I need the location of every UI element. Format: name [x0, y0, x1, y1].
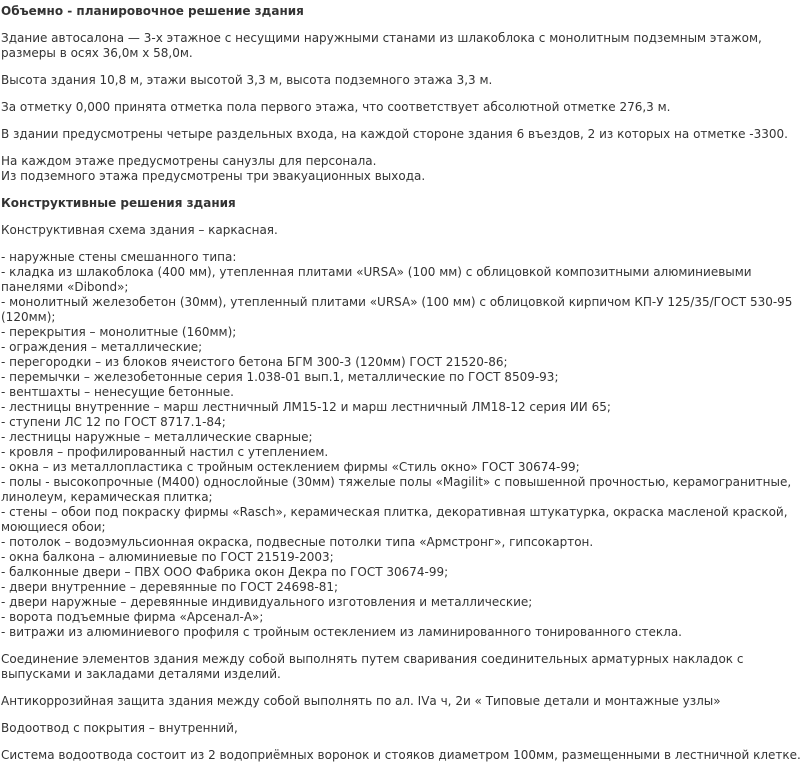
list-item: - ворота подъемные фирма «Арсенал-А»; — [1, 610, 264, 624]
materials-list — [1, 250, 793, 640]
section-heading-structural: Конструктивные решения здания — [1, 196, 236, 210]
list-item: - стены – обои под покраску фирмы «Rasch», керамическая плитка, декоративная штукатурка, окраска масленой краской, — [1, 505, 788, 519]
list-item: - наружные стены смешанного типа: — [1, 250, 237, 264]
list-item: линолеум, керамическая плитка; — [1, 490, 213, 504]
text-line: Антикоррозийная защита здания между собой выполнять по ал. IVа ч, 2и « Типовые детали и монтажные узлы» — [1, 694, 721, 708]
list-item: - перегородки – из блоков ячеистого бетона БГМ 300-3 (120мм) ГОСТ 21520-86; — [1, 355, 508, 369]
list-item: - двери наружные – деревянные индивидуального изготовления и металлические; — [1, 595, 533, 609]
text-line: Водоотвод с покрытия – внутренний, — [1, 721, 238, 735]
paragraph-entrances — [1, 127, 788, 142]
list-item: - перемычки – железобетонные серия 1.038-01 вып.1, металлические по ГОСТ 8509-93; — [1, 370, 559, 384]
text-line: Система водоотвода состоит из 2 водоприёмных воронок и стояков диаметром 100мм, размещенными в лестничной клетке. — [1, 748, 801, 762]
list-item: (120мм); — [1, 310, 56, 324]
paragraph-building-height — [1, 73, 700, 88]
text-line: Высота здания 10,8 м, этажи высотой 3,3 м, высота подземного этажа 3,3 м. — [1, 73, 493, 87]
text-line: Из подземного этажа предусмотрены три эвакуационных выхода. — [1, 169, 426, 183]
list-item: - полы - высокопрочные (М400) однослойные (30мм) тяжелые полы «Magilit» с повышенной прочностью, керамогранитные, — [1, 475, 792, 489]
list-item: - монолитный железобетон (30мм), утепленный плитами «URSA» (100 мм) с облицовкой кирпичом КП-У 125/35/ГОСТ 530-95 — [1, 295, 793, 309]
list-item: моющиеся обои; — [1, 520, 106, 534]
text-line: Соединение элементов здания между собой выполнять путем сваривания соединительных арматурных накладок с — [1, 652, 744, 666]
list-item: - лестницы наружные – металлические сварные; — [1, 430, 313, 444]
list-item: - ограждения – металлические; — [1, 340, 203, 354]
section-heading-planning: Объемно - планировочное решение здания — [1, 4, 304, 18]
list-item: - перекрытия – монолитные (160мм); — [1, 325, 237, 339]
paragraph-building-description — [1, 31, 762, 61]
text-line: выпусками и закладами деталями изделий. — [1, 667, 281, 681]
list-item: - ступени ЛС 12 по ГОСТ 8717.1-84; — [1, 415, 226, 429]
text-line: В здании предусмотрены четыре раздельных входа, на каждой стороне здания 6 въездов, 2 из которых на отметке -3300. — [1, 127, 788, 141]
list-item: - окна балкона – алюминиевые по ГОСТ 21519-2003; — [1, 550, 334, 564]
text-line: За отметку 0,000 принята отметка пола первого этажа, что соответствует абсолютной отметке 276,3 м. — [1, 100, 671, 114]
list-item: - потолок – водоэмульсионная окраска, подвесные потолки типа «Армстронг», гипсокартон. — [1, 535, 594, 549]
paragraph-roof-drainage — [1, 721, 700, 736]
list-item: - окна – из металлопластика с тройным остеклением фирмы «Стиль окно» ГОСТ 30674-99; — [1, 460, 580, 474]
text-line: Здание автосалона — 3-х этажное с несущими наружными станами из шлакоблока с монолитным подземным этажом, — [1, 31, 762, 45]
list-item: - кровля – профилированный настил с утеплением. — [1, 445, 329, 459]
text-line: размеры в осях 36,0м х 58,0м. — [1, 46, 193, 60]
list-item: - лестницы внутренние – марш лестничный ЛМ15-12 и марш лестничный ЛМ18-12 серия ИИ 65; — [1, 400, 611, 414]
list-item: - вентшахты – ненесущие бетонные. — [1, 385, 234, 399]
list-item: панелями «Dibond»; — [1, 280, 129, 294]
paragraph-element-connection — [1, 652, 744, 682]
paragraph-drainage-system — [1, 748, 801, 763]
paragraph-zero-mark — [1, 100, 700, 115]
list-item: - кладка из шлакоблока (400 мм), утепленная плитами «URSA» (100 мм) с облицовкой композитными алюминиевыми — [1, 265, 752, 279]
list-item: - балконные двери – ПВХ ООО Фабрика окон Декра по ГОСТ 30674-99; — [1, 565, 449, 579]
text-line: На каждом этаже предусмотрены санузлы для персонала. — [1, 154, 377, 168]
text-line: Конструктивная схема здания – каркасная. — [1, 223, 278, 237]
list-item: - двери внутренние – деревянные по ГОСТ 24698-81; — [1, 580, 339, 594]
paragraph-anticorrosion — [1, 694, 721, 709]
paragraph-sanitary-exits — [1, 154, 700, 184]
list-item: - витражи из алюминиевого профиля с тройным остеклением из ламинированного тонированного стекла. — [1, 625, 682, 639]
paragraph-structural-scheme — [1, 223, 700, 238]
